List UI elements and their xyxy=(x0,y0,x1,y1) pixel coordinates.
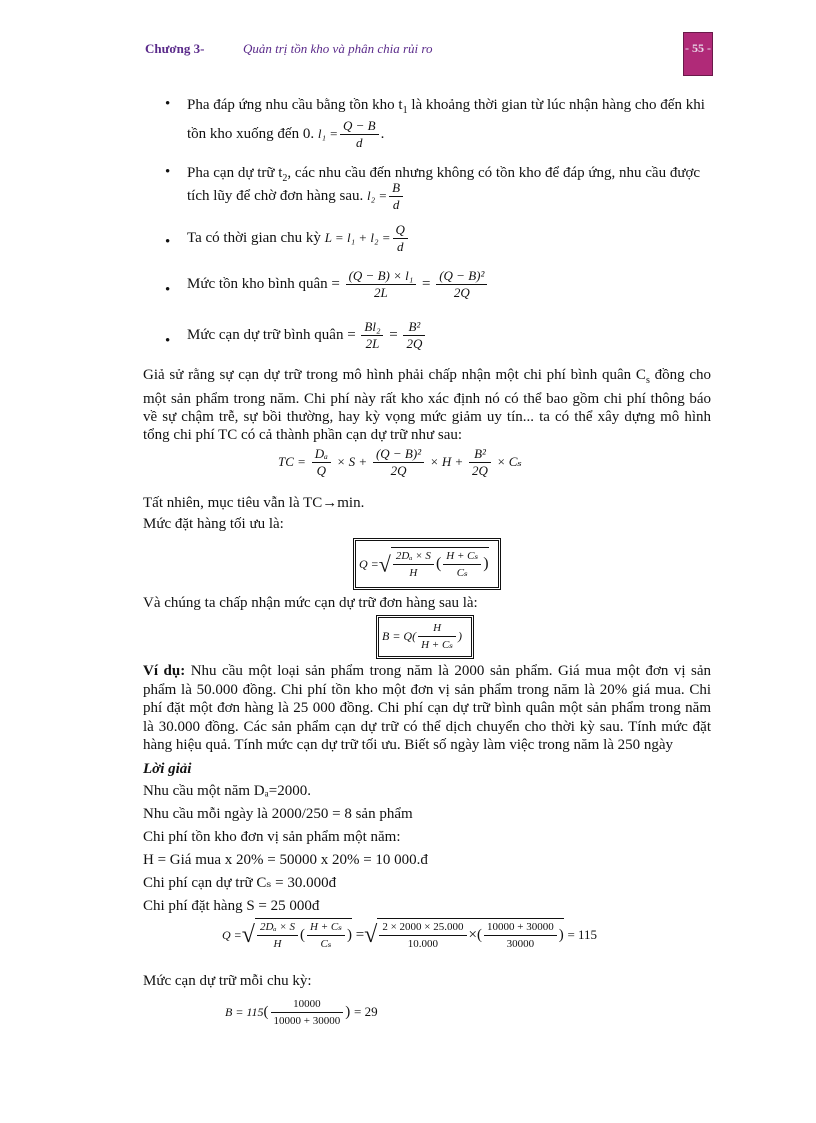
bullet-dot: • xyxy=(165,96,171,112)
bullet-4: Mức tồn kho bình quân = $\frac{\text{(Q − B) × l₁}}{2L}$ = $\frac{\text{(Q − B)²}}{2Q}$ xyxy=(187,268,489,301)
bullet-dot: • xyxy=(165,234,171,250)
bullet-1: Pha đáp ứng nhu cầu bằng tồn kho $t_1$ là khoảng thời gian từ lúc nhận hàng cho đến khi xyxy=(187,97,705,116)
solution-line: Chi phí tồn kho đơn vị sản phẩm một năm: xyxy=(143,829,401,845)
shortage-per-cycle-line: Mức cạn dự trữ mỗi chu kỳ: xyxy=(143,973,312,989)
solution-line: H = Giá mua x 20% = 50000 x 20% = 10 000.đ xyxy=(143,852,428,868)
page-number-badge: - 55 - xyxy=(683,32,713,76)
b-calculation: B = 115( $\frac{10000}{10000 + 30000}$ ) = 29 xyxy=(225,998,378,1027)
example-paragraph: Ví dụ: Nhu cầu một loại sản phẩm trong năm là 2000 sản phẩm. Giá mua một đơn vị sản phẩm là 50.000 đồng. Chi phí tồn kho một đơn vị sản phẩm trong năm là 20% giá mua. Chi phí đặt một đơn hàng là 25 000 đồng. Chi phí cạn dự trữ bình quân một sản phẩm trong năm là 30.000 đồng. Các sản phẩm cạn dự trữ có thể dịch chuyển cho thời kỳ sau. Tính mức đặt hàng hiệu quả. Tính mức cạn dự trữ tối ưu. Biết số ngày làm việc trong năm là 250 ngày xyxy=(143,663,712,753)
assumption-paragraph: Giả sử rằng sự cạn dự trữ trong mô hình phải chấp nhận một chi phí bình quân $C_s$ đồng cho một sản phẩm trong năm. Chi phí này rất kho xác định nó có thể bao gồm chi phí thông báo về sự chậm trễ, sự bồi thường, hay kỳ vọng mức giảm uy tín... ta có thể xây dựng mô hình tổng chi phí TC có cả thành phần cạn dự trữ như sau: xyxy=(143,367,712,443)
q-formula-box: Q =√ $\frac{\text{2Dₐ × S}}{H}$ ( $\frac{\text{H + Cₛ}}{\text{Cₛ}}$ ) xyxy=(355,540,499,588)
bullet-1-line2: tồn kho xuống đến 0. l₁ = $\frac{Q - B}{d}$ . xyxy=(187,118,385,150)
bullet-dot: • xyxy=(165,282,171,298)
solution-line: Chi phí đặt hàng S = 25 000đ xyxy=(143,898,320,914)
target-line: Tất nhiên, mục tiêu vẫn là TC→min. xyxy=(143,495,365,511)
chapter-label: Chương 3- xyxy=(145,41,205,56)
bullet-dot: • xyxy=(165,164,171,180)
q-calculation: Q =√ $\frac{\text{2Dₐ × S}}{H}$ ( $\frac{\text{H + Cₛ}}{\text{Cₛ}}$ ) =√ $\frac{2 \times 2000 \times 25.000}{10.000}$ ×( $\frac{10000 + 30000}{30000}$ ) = 115 xyxy=(222,918,597,952)
bullet-2: Pha cạn dự trữ $t_2$, các nhu cầu đến nhưng không có tồn kho để đáp ứng, nhu cầu được xyxy=(187,165,701,184)
solution-line: Nhu cầu một năm Dₐ=2000. xyxy=(143,783,311,799)
bullet-3: Ta có thời gian chu kỳ L = l₁ + l₂ = $\frac{Q}{d}$ xyxy=(187,222,410,255)
chapter-subtitle: Quản trị tồn kho và phân chia rủi ro xyxy=(243,41,433,56)
solution-line: Chi phí cạn dự trữ Cₛ = 30.000đ xyxy=(143,875,337,891)
optimal-order-line: Mức đặt hàng tối ưu là: xyxy=(143,516,284,532)
bullet-5: Mức cạn dự trữ bình quân = $\frac{\text{Bl₂}}{2L}$ = $\frac{\text{B²}}{2Q}$ xyxy=(187,319,427,352)
bullet-dot: • xyxy=(165,333,171,349)
solution-line: Nhu cầu mỗi ngày là 2000/250 = 8 sản phẩm xyxy=(143,806,413,822)
b-formula-box: B = Q( $\frac{H}{\text{H + Cₛ}}$ ) xyxy=(378,617,472,657)
accept-line: Và chúng ta chấp nhận mức cạn dự trữ đơn hàng sau là: xyxy=(143,595,478,611)
bullet-2-line2: tích lũy để chờ đơn hàng sau. l₂ = $\frac{B}{d}$ xyxy=(187,180,405,213)
tc-formula: TC = $\frac{\text{Dₐ}}{Q}$ × S + $\frac{\text{(Q − B)²}}{2Q}$ × H + $\frac{\text{B²}}{2Q}$ × Cₛ xyxy=(278,446,522,478)
solution-heading: Lời giải xyxy=(143,761,192,777)
